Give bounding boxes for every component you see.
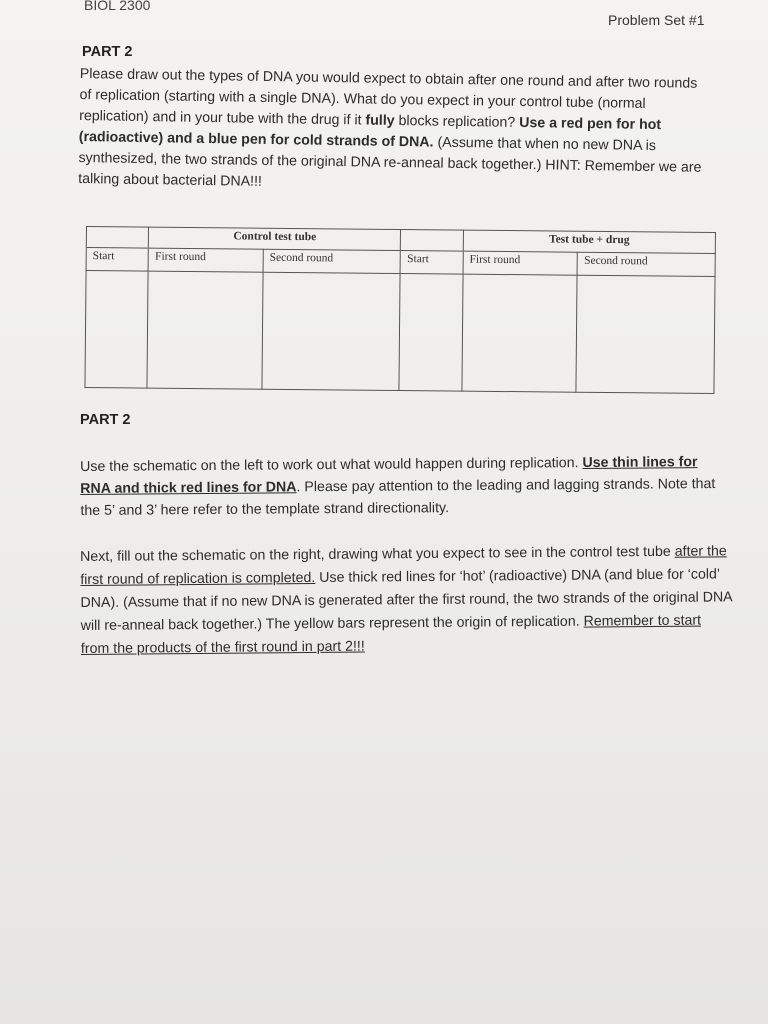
fully-emphasis: fully	[365, 112, 395, 129]
col-header-control-second: Second round	[263, 249, 401, 273]
course-code: BIOL 2300	[84, 0, 151, 13]
drawing-cell-control-first[interactable]	[147, 271, 263, 389]
pen-color-instruction: Use a red pen for hot (radioactive) and a blue pen for cold strands of DNA.	[78, 114, 662, 151]
col-header-drug-second: Second round	[577, 252, 715, 276]
drawing-cell-control-second[interactable]	[262, 272, 401, 390]
p1-text-a: Use the schematic on the left to work out what would happen during replication.	[80, 455, 583, 475]
p2-text-b: Use thick red lines for ‘hot’ (radioactive) DNA (and blue for ‘cold’ DNA). (Assume that if no new DNA is generated after the first round, the two strands of the original DNA will re-anneal back together.) The yellow bars represent the origin of replication.	[80, 566, 732, 634]
p2-text-a: Next, fill out the schematic on the right, drawing what you expect to see in the control test tube	[80, 543, 675, 565]
drawing-cell-drug-start[interactable]	[399, 274, 462, 392]
instructions-paragraph-2	[80, 451, 725, 522]
instructions-paragraph-3	[80, 540, 733, 661]
col-header-drug-first: First round	[463, 251, 578, 275]
instructions-text-b: blocks replication?	[394, 112, 520, 131]
reminder-emphasis: Remember to start from the products of the first round in part 2!!!	[80, 612, 702, 657]
table-gap	[401, 230, 464, 252]
section-heading-1: PART 2	[82, 44, 133, 60]
first-round-emphasis: after the first round of replication is completed.	[80, 543, 727, 588]
drawing-cell-control-start[interactable]	[85, 271, 148, 389]
drawing-cell-drug-second[interactable]	[576, 275, 715, 393]
p1-text-b: . Please pay attention to the leading and lagging strands. Note that the 5’ and 3’ here refer to the template strand directionality.	[80, 476, 716, 519]
line-style-instruction: Use thin lines for RNA and thick red lines for DNA	[80, 454, 698, 497]
section-heading-2: PART 2	[80, 412, 131, 428]
instructions-paragraph-1	[78, 64, 712, 200]
col-header-control-start: Start	[86, 248, 149, 272]
col-header-drug-start: Start	[401, 251, 464, 275]
replication-drawing-table	[84, 226, 716, 394]
instructions-text-c: (Assume that when no new DNA is synthesized, the two strands of the original DNA re-anneal back together.) HINT: Remember we are talking about bacterial DNA!!!	[78, 134, 702, 190]
instructions-text-a: Please draw out the types of DNA you would expect to obtain after one round and after two rounds of replication (starting with a single DNA). What do you expect in your control tube (normal replication) and in your tube with the drug if it	[79, 65, 698, 129]
table-corner	[86, 227, 149, 249]
drug-tube-header: Test tube + drug	[463, 230, 715, 253]
problem-set-label: Problem Set #1	[608, 12, 705, 28]
col-header-control-first: First round	[148, 248, 263, 272]
control-tube-header: Control test tube	[149, 227, 401, 250]
drawing-cell-drug-first[interactable]	[462, 274, 578, 392]
